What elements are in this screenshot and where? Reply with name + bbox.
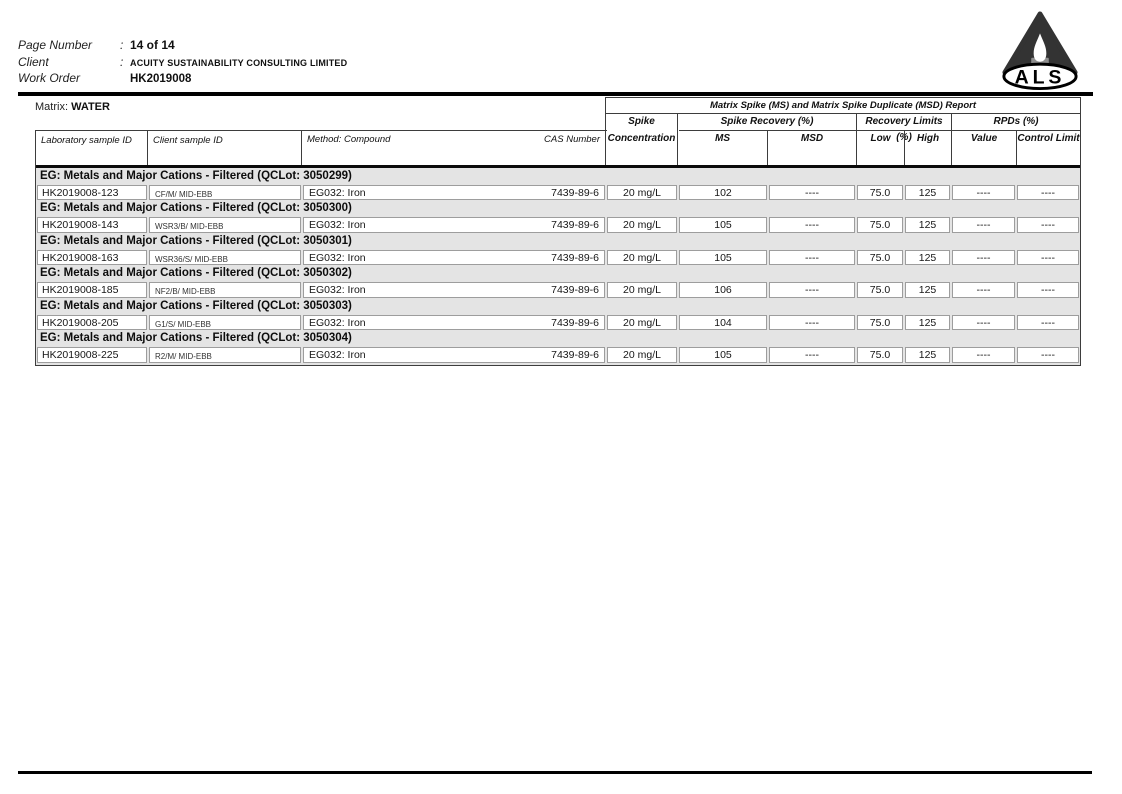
cell-recovery-limit-low: 75.0 [857, 185, 903, 201]
cell-rpd-value: ---- [952, 315, 1015, 331]
cell-method-cas [303, 315, 605, 331]
cell-spike-concentration: 20 mg/L [607, 217, 677, 233]
cell-method-cas [303, 250, 605, 266]
cell-recovery-limit-high: 125 [905, 185, 950, 201]
work-order-label: Work Order [18, 71, 81, 85]
cell-spike-concentration: 20 mg/L [607, 250, 677, 266]
qc-section [36, 332, 1080, 363]
page-number-label: Page Number [18, 38, 93, 52]
cell-rpd-value: ---- [952, 185, 1015, 201]
client-separator: : [120, 55, 124, 69]
table-row [36, 185, 1080, 201]
table-row [36, 315, 1080, 331]
footer-rule [18, 771, 1092, 774]
table-body [36, 168, 1080, 366]
cell-lab-sample-id: HK2019008-123 [37, 185, 147, 201]
cell-msd-recovery: ---- [769, 282, 855, 298]
als-logo-text: ALS [1014, 66, 1066, 89]
work-order-value: HK2019008 [130, 73, 192, 85]
col-lab-sample-header [36, 130, 148, 165]
section-rows [36, 217, 1080, 233]
cell-method: EG032: Iron [309, 251, 366, 264]
col-spike-recovery-group: Spike Recovery (%) [678, 114, 857, 131]
cell-method-cas [303, 347, 605, 363]
qc-section [36, 170, 1080, 201]
cell-rpd-control-limit: ---- [1017, 185, 1079, 201]
cell-cas-number: 7439-89-6 [551, 284, 599, 296]
cell-spike-concentration: 20 mg/L [607, 282, 677, 298]
cell-rpd-value: ---- [952, 282, 1015, 298]
cell-recovery-limit-high: 125 [905, 315, 950, 331]
cell-cas-number: 7439-89-6 [551, 251, 599, 264]
table-main-box [35, 130, 1081, 366]
report-title: Matrix Spike (MS) and Matrix Spike Duplicate (MSD) Report [606, 98, 1080, 114]
cell-cas-number: 7439-89-6 [551, 349, 599, 361]
col-ms-header: MS [678, 130, 768, 165]
cell-ms-recovery: 105 [679, 250, 767, 266]
section-rows [36, 347, 1080, 363]
cell-method: EG032: Iron [309, 284, 366, 296]
cell-lab-sample-id: HK2019008-205 [37, 315, 147, 331]
page-number-row [18, 36, 175, 54]
col-low-header: Low [857, 130, 905, 165]
qc-section-title: EG: Metals and Major Cations - Filtered (QCLot: 3050302) [40, 267, 352, 279]
qc-section [36, 202, 1080, 233]
cell-method: EG032: Iron [309, 219, 366, 231]
cell-lab-sample-id: HK2019008-185 [37, 282, 147, 298]
col-method-label: Method: Compound [307, 134, 391, 145]
qc-section-title: EG: Metals and Major Cations - Filtered (QCLot: 3050303) [40, 299, 352, 312]
cell-rpd-value: ---- [952, 217, 1015, 233]
cell-lab-sample-id: HK2019008-143 [37, 217, 147, 233]
cell-msd-recovery: ---- [769, 250, 855, 266]
cell-client-sample-id: R2/M/ MID-EBB [149, 347, 301, 363]
cell-msd-recovery: ---- [769, 315, 855, 331]
qc-section [36, 300, 1080, 331]
col-client-sample-header [148, 130, 302, 165]
cell-client-sample-id: WSR3/B/ MID-EBB [149, 217, 301, 233]
cell-recovery-limit-low: 75.0 [857, 282, 903, 298]
cell-lab-sample-id: HK2019008-225 [37, 347, 147, 363]
cell-ms-recovery: 102 [679, 185, 767, 201]
cell-rpd-value: ---- [952, 250, 1015, 266]
client-label: Client [18, 55, 49, 69]
table-row [36, 347, 1080, 363]
section-rows [36, 250, 1080, 266]
cell-client-sample-id: NF2/B/ MID-EBB [149, 282, 301, 298]
cell-method-cas [303, 217, 605, 233]
col-method-cas-header [302, 130, 606, 165]
cell-rpd-control-limit: ---- [1017, 347, 1079, 363]
client-value: ACUITY SUSTAINABILITY CONSULTING LIMITED [130, 58, 348, 68]
cell-msd-recovery: ---- [769, 185, 855, 201]
work-order-row [18, 69, 191, 87]
cell-ms-recovery: 104 [679, 315, 767, 331]
page-number-separator: : [120, 38, 124, 52]
col-cas-label: CAS Number [544, 134, 600, 145]
cell-recovery-limit-low: 75.0 [857, 217, 903, 233]
col-spike-conc-header: Concentration [606, 130, 678, 165]
cell-ms-recovery: 106 [679, 282, 767, 298]
cell-method: EG032: Iron [309, 186, 366, 199]
cell-msd-recovery: ---- [769, 347, 855, 363]
cell-recovery-limit-high: 125 [905, 217, 950, 233]
col-recovery-limits-group: Recovery Limits (%) [857, 114, 952, 131]
als-logo-icon [998, 10, 1082, 90]
cell-lab-sample-id: HK2019008-163 [37, 250, 147, 266]
cell-ms-recovery: 105 [679, 347, 767, 363]
cell-client-sample-id: G1/S/ MID-EBB [149, 315, 301, 331]
cell-recovery-limit-high: 125 [905, 347, 950, 363]
msd-report-table [35, 97, 1081, 366]
qc-section-title: EG: Metals and Major Cations - Filtered (QCLot: 3050301) [40, 234, 352, 247]
cell-recovery-limit-low: 75.0 [857, 315, 903, 331]
cell-method-cas [303, 282, 605, 298]
page-number-value: 14 of 14 [130, 38, 175, 52]
table-row [36, 217, 1080, 233]
cell-recovery-limit-low: 75.0 [857, 347, 903, 363]
col-msd-header: MSD [768, 130, 857, 165]
header-divider-rule [18, 92, 1093, 96]
cell-spike-concentration: 20 mg/L [607, 315, 677, 331]
cell-recovery-limit-low: 75.0 [857, 250, 903, 266]
qc-section [36, 235, 1080, 266]
qc-section-title: EG: Metals and Major Cations - Filtered (QCLot: 3050304) [40, 332, 352, 344]
cell-cas-number: 7439-89-6 [551, 186, 599, 199]
cell-spike-concentration: 20 mg/L [607, 185, 677, 201]
col-high-header: High [905, 130, 952, 165]
cell-method: EG032: Iron [309, 316, 366, 329]
cell-rpd-control-limit: ---- [1017, 217, 1079, 233]
qc-section-title: EG: Metals and Major Cations - Filtered (QCLot: 3050300) [40, 202, 352, 214]
cell-method-cas [303, 185, 605, 201]
cell-cas-number: 7439-89-6 [551, 219, 599, 231]
cell-ms-recovery: 105 [679, 217, 767, 233]
table-row [36, 282, 1080, 298]
cell-client-sample-id: CF/M/ MID-EBB [149, 185, 301, 201]
matrix-value: WATER [71, 101, 110, 113]
cell-method: EG032: Iron [309, 349, 366, 361]
cell-rpd-control-limit: ---- [1017, 250, 1079, 266]
section-rows [36, 315, 1080, 331]
cell-client-sample-id: WSR36/S/ MID-EBB [149, 250, 301, 266]
cell-spike-concentration: 20 mg/L [607, 347, 677, 363]
cell-msd-recovery: ---- [769, 217, 855, 233]
cell-rpd-control-limit: ---- [1017, 315, 1079, 331]
col-lab-sample-label: Laboratory sample ID [41, 135, 132, 146]
cell-recovery-limit-high: 125 [905, 250, 950, 266]
qc-section [36, 267, 1080, 298]
qc-section-title: EG: Metals and Major Cations - Filtered (QCLot: 3050299) [40, 169, 352, 182]
cell-rpd-value: ---- [952, 347, 1015, 363]
section-rows [36, 185, 1080, 201]
table-row [36, 250, 1080, 266]
cell-recovery-limit-high: 125 [905, 282, 950, 298]
col-client-sample-label: Client sample ID [153, 135, 223, 146]
col-rpds-group: RPDs (%) [993, 116, 1039, 127]
cell-cas-number: 7439-89-6 [551, 316, 599, 329]
col-value-header: Value [952, 130, 1017, 165]
matrix-label: Matrix: [35, 101, 68, 113]
cell-rpd-control-limit: ---- [1017, 282, 1079, 298]
col-control-limit-header: Control Limit [1017, 133, 1080, 144]
section-rows [36, 282, 1080, 298]
column-header-row [36, 130, 1080, 165]
col-spike-conc-group: Spike [606, 114, 678, 131]
